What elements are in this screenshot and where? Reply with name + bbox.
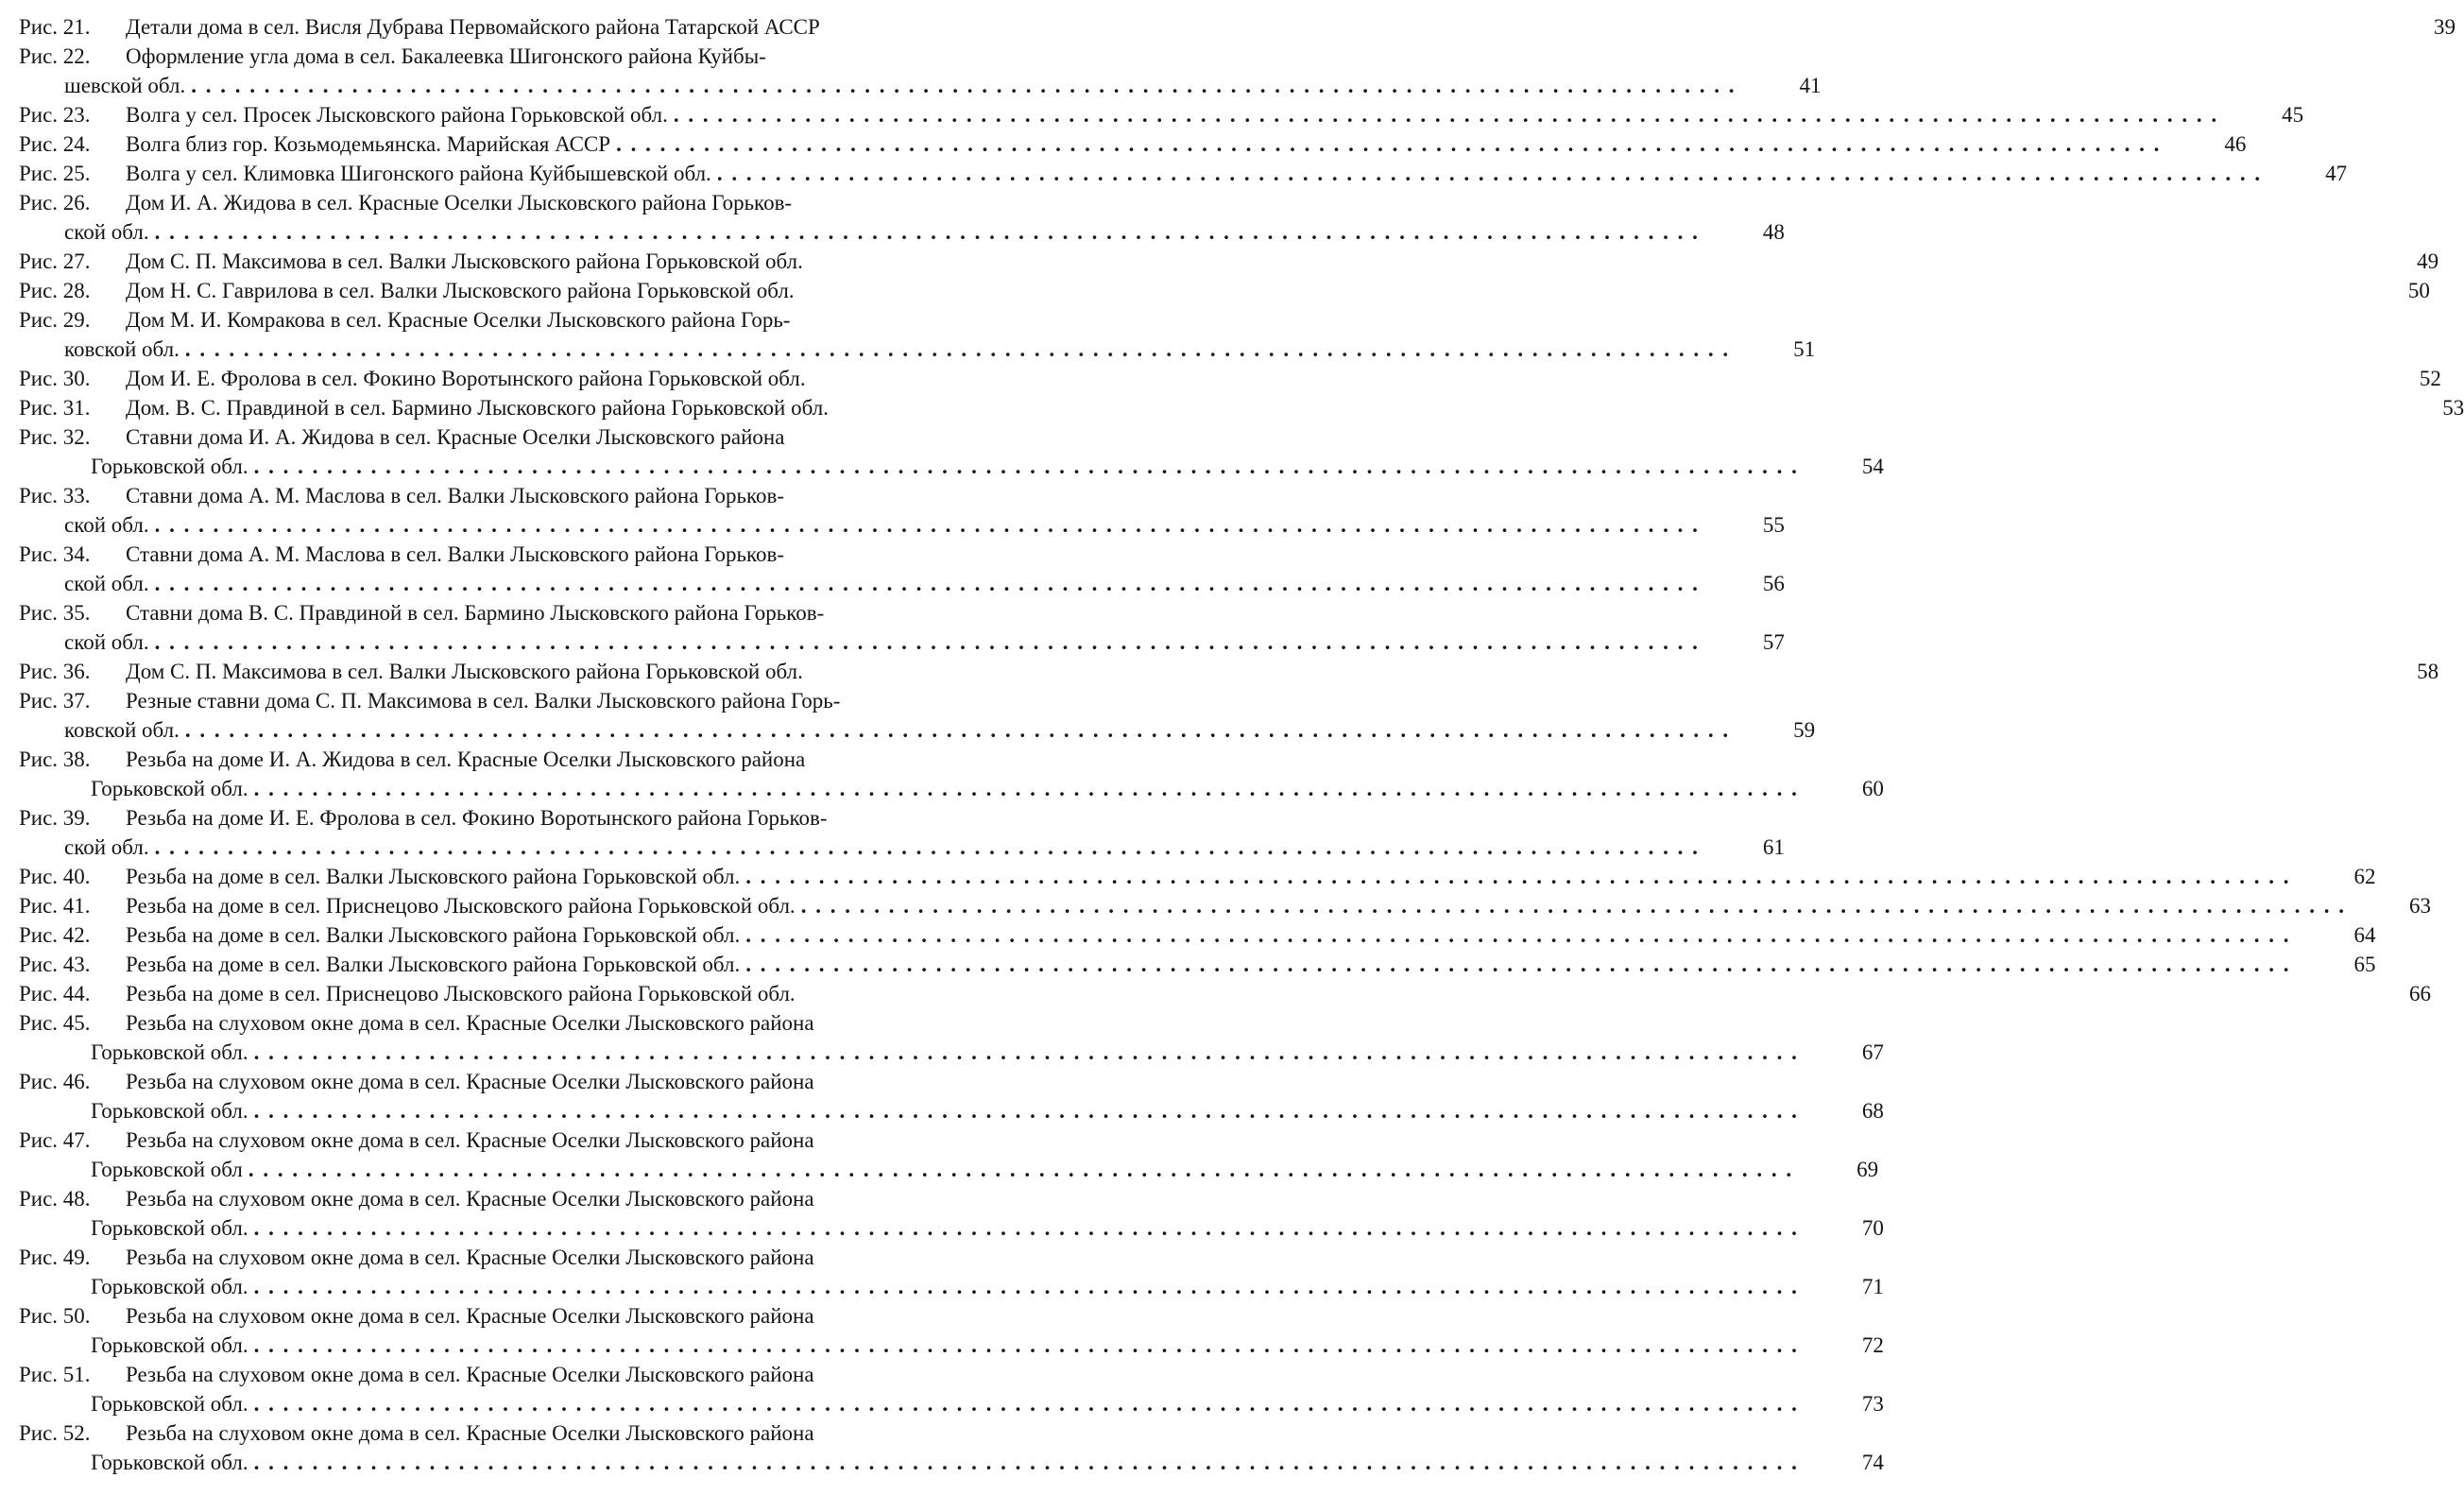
- page-number: 39: [2434, 15, 2456, 39]
- list-item: [19, 657, 2439, 686]
- page-number: 54: [1861, 455, 1884, 478]
- entry-continuation-line: [19, 627, 1785, 657]
- list-item: [19, 950, 2376, 979]
- figure-caption: Резьба на доме в сел. Валки Лысковского района Горьковской обл.: [126, 923, 741, 947]
- entry-line: [19, 1067, 1069, 1096]
- entry-line: [19, 950, 2376, 979]
- entry-line: [19, 540, 1069, 569]
- figure-caption: Резьба на доме в сел. Приснецово Лысковского района Горьковской обл.: [126, 982, 796, 1005]
- list-item: [19, 100, 2304, 129]
- list-item: [19, 1125, 1879, 1184]
- entry-line: [19, 891, 2431, 920]
- figure-caption: Резьба на слуховом окне дома в сел. Красные Оселки Лысковского района: [126, 1246, 814, 1269]
- figure-label: Рис. 23.: [19, 103, 91, 127]
- entry-line: [19, 686, 1069, 715]
- entry-continuation-line: [19, 774, 1884, 803]
- figure-label: Рис. 35.: [19, 601, 91, 625]
- page-number: 74: [1861, 1451, 1884, 1474]
- list-item: [19, 686, 1816, 745]
- figure-caption: Резные ставни дома С. П. Максимова в сел. Валки Лысковского района Горь-: [126, 689, 841, 713]
- figure-caption: Резьба на доме в сел. Валки Лысковского района Горьковской обл.: [126, 865, 741, 888]
- page-number: 53: [2442, 396, 2464, 420]
- entry-continuation-line: [19, 1213, 1884, 1243]
- figure-label: Рис. 48.: [19, 1187, 91, 1211]
- list-item: [19, 159, 2348, 188]
- list-item: [19, 1008, 1884, 1067]
- page-number: 72: [1861, 1333, 1884, 1357]
- entry-continuation-line: [19, 71, 1822, 100]
- page-number: 64: [2353, 923, 2376, 947]
- figure-caption: Волга у сел. Климовка Шигонского района Куйбышевской обл.: [126, 162, 711, 185]
- figure-caption: Ставни дома А. М. Маслова в сел. Валки Лысковского района Горьков-: [126, 542, 784, 566]
- entry-continuation-line: [19, 217, 1785, 247]
- leader-dots: [745, 862, 2290, 891]
- page-number: 60: [1861, 777, 1884, 800]
- figure-label: Рис. 30.: [19, 367, 91, 390]
- list-item: [19, 1360, 1884, 1418]
- entry-continuation-line: [19, 1155, 1879, 1184]
- page-number: 73: [1861, 1392, 1884, 1416]
- figure-label: Рис. 42.: [19, 923, 91, 947]
- leader-dots: [674, 100, 2218, 129]
- entry-line: [19, 276, 2430, 305]
- page-number: 41: [1799, 74, 1822, 97]
- entry-continuation-line: [19, 1272, 1884, 1301]
- entry-continuation-line: [19, 1038, 1884, 1067]
- page-number: 65: [2353, 953, 2376, 976]
- figure-label: Рис. 46.: [19, 1070, 91, 1093]
- entry-line: [19, 129, 2247, 159]
- entry-line: [19, 305, 1069, 335]
- page-number: 48: [1762, 220, 1785, 244]
- figure-caption: Резьба на слуховом окне дома в сел. Красные Оселки Лысковского района: [126, 1304, 814, 1328]
- entry-line: [19, 1243, 1069, 1272]
- entry-continuation-line: [19, 1331, 1884, 1360]
- leader-dots: [155, 627, 1700, 657]
- figure-caption-continued: ской обл.: [64, 630, 149, 654]
- entry-line: [19, 188, 1069, 217]
- figure-caption: Дом И. А. Жидова в сел. Красные Оселки Лысковского района Горьков-: [126, 191, 793, 215]
- page-number: 68: [1861, 1099, 1884, 1123]
- figure-label: Рис. 44.: [19, 982, 91, 1005]
- leader-dots: [801, 891, 2346, 920]
- page-number: 71: [1861, 1275, 1884, 1298]
- list-item: [19, 598, 1785, 657]
- entry-continuation-line: [19, 452, 1884, 481]
- figure-caption: Резьба на доме И. Е. Фролова в сел. Фокино Воротынского района Горьков-: [126, 806, 828, 830]
- figure-caption-continued: Горьковской обл: [91, 1158, 243, 1181]
- page-number: 59: [1793, 718, 1816, 742]
- leader-dots: [254, 1038, 1799, 1067]
- figure-caption: Дом Н. С. Гаврилова в сел. Валки Лысковского района Горьковской обл.: [126, 279, 795, 302]
- figure-caption-continued: ской обл.: [64, 572, 149, 595]
- figure-caption: Дом М. И. Комракова в сел. Красные Оселки Лысковского района Горь-: [126, 308, 791, 332]
- page-number: 47: [2325, 162, 2348, 185]
- entry-line: [19, 1301, 1069, 1331]
- page-number: 57: [1762, 630, 1785, 654]
- page-number: 70: [1861, 1216, 1884, 1240]
- page-number: 46: [2224, 132, 2247, 156]
- list-item: [19, 481, 1785, 540]
- leader-dots: [185, 715, 1730, 745]
- leader-dots: [155, 217, 1700, 247]
- figure-label: Рис. 37.: [19, 689, 91, 713]
- list-item: [19, 276, 2430, 305]
- entry-continuation-line: [19, 715, 1816, 745]
- figure-label: Рис. 52.: [19, 1421, 91, 1445]
- leader-dots: [254, 1096, 1799, 1125]
- figure-list: [19, 12, 2464, 1477]
- figure-caption: Детали дома в сел. Висля Дубрава Первомайского района Татарской АССР: [126, 15, 820, 39]
- figure-label: Рис. 43.: [19, 953, 91, 976]
- figure-caption: Волга у сел. Просек Лысковского района Горьковской обл.: [126, 103, 668, 127]
- entry-line: [19, 481, 1069, 510]
- leader-dots: [248, 1155, 1793, 1184]
- page-number: 49: [2417, 249, 2439, 273]
- entry-line: [19, 393, 2464, 422]
- list-item: [19, 42, 1822, 100]
- leader-dots: [155, 510, 1700, 540]
- figure-label: Рис. 29.: [19, 308, 91, 332]
- figure-label: Рис. 50.: [19, 1304, 91, 1328]
- list-item: [19, 1067, 1884, 1125]
- leader-dots: [254, 452, 1799, 481]
- list-item: [19, 1243, 1884, 1301]
- leader-dots: [155, 569, 1700, 598]
- figure-caption-continued: ской обл.: [64, 220, 149, 244]
- figure-caption: Дом И. Е. Фролова в сел. Фокино Воротынского района Горьковской обл.: [126, 367, 806, 390]
- figure-caption: Ставни дома В. С. Правдиной в сел. Бармино Лысковского района Горьков-: [126, 601, 825, 625]
- entry-line: [19, 1360, 1069, 1389]
- figure-caption-continued: ковской обл.: [64, 718, 180, 742]
- page-number: 50: [2407, 279, 2430, 302]
- figure-caption: Резьба на доме в сел. Валки Лысковского района Горьковской обл.: [126, 953, 741, 976]
- figure-label: Рис. 28.: [19, 279, 91, 302]
- entry-continuation-line: [19, 569, 1785, 598]
- figure-caption-continued: ской обл.: [64, 835, 149, 859]
- figure-caption: Резьба на слуховом окне дома в сел. Красные Оселки Лысковского района: [126, 1070, 814, 1093]
- figure-caption: Дом С. П. Максимова в сел. Валки Лысковского района Горьковской обл.: [126, 660, 803, 683]
- figure-caption: Резьба на слуховом окне дома в сел. Красные Оселки Лысковского района: [126, 1128, 814, 1152]
- entry-line: [19, 862, 2376, 891]
- page-number: 56: [1762, 572, 1785, 595]
- page-number: 52: [2419, 367, 2441, 390]
- leader-dots: [254, 1389, 1799, 1418]
- figure-caption-continued: Горьковской обл.: [91, 1216, 248, 1240]
- page-number: 58: [2417, 660, 2439, 683]
- list-item: [19, 1301, 1884, 1360]
- figure-label: Рис. 36.: [19, 660, 91, 683]
- list-item: [19, 920, 2376, 950]
- figure-caption-continued: Горьковской обл.: [91, 1333, 248, 1357]
- leader-dots: [185, 335, 1730, 364]
- list-item: [19, 129, 2247, 159]
- figure-label: Рис. 25.: [19, 162, 91, 185]
- entry-continuation-line: [19, 1389, 1884, 1418]
- page-number: 61: [1762, 835, 1785, 859]
- page-number: 66: [2408, 982, 2431, 1005]
- figure-caption: Резьба на слуховом окне дома в сел. Красные Оселки Лысковского района: [126, 1363, 814, 1386]
- figure-label: Рис. 38.: [19, 747, 91, 771]
- leader-dots: [191, 71, 1736, 100]
- figure-caption-continued: Горьковской обл.: [91, 1275, 248, 1298]
- entry-line: [19, 745, 1069, 774]
- entry-continuation-line: [19, 833, 1785, 862]
- figure-label: Рис. 31.: [19, 396, 91, 420]
- entry-line: [19, 979, 2431, 1008]
- figure-caption: Резьба на слуховом окне дома в сел. Красные Оселки Лысковского района: [126, 1421, 814, 1445]
- figure-label: Рис. 34.: [19, 542, 91, 566]
- leader-dots: [155, 833, 1700, 862]
- figure-caption-continued: шевской обл.: [64, 74, 186, 97]
- entry-line: [19, 12, 2456, 42]
- figure-label: Рис. 22.: [19, 44, 91, 68]
- leader-dots: [745, 950, 2290, 979]
- leader-dots: [254, 1331, 1799, 1360]
- list-item: [19, 803, 1785, 862]
- figure-caption-continued: ской обл.: [64, 513, 149, 537]
- list-item: [19, 422, 1884, 481]
- figure-caption: Ставни дома И. А. Жидова в сел. Красные Оселки Лысковского района: [126, 425, 785, 449]
- figure-label: Рис. 24.: [19, 132, 91, 156]
- list-item: [19, 891, 2431, 920]
- leader-dots: [717, 159, 2262, 188]
- figure-label: Рис. 47.: [19, 1128, 91, 1152]
- figure-caption: Дом С. П. Максимова в сел. Валки Лысковского района Горьковской обл.: [126, 249, 803, 273]
- entry-line: [19, 598, 1069, 627]
- entry-line: [19, 657, 2439, 686]
- list-item: [19, 364, 2441, 393]
- leader-dots: [616, 129, 2161, 159]
- figure-label: Рис. 33.: [19, 484, 91, 507]
- figure-caption: Резьба на доме И. А. Жидова в сел. Красные Оселки Лысковского района: [126, 747, 806, 771]
- figure-label: Рис. 41.: [19, 894, 91, 918]
- entry-continuation-line: [19, 1448, 1884, 1477]
- entry-continuation-line: [19, 1096, 1884, 1125]
- figure-caption-continued: Горьковской обл.: [91, 777, 248, 800]
- figure-label: Рис. 26.: [19, 191, 91, 215]
- list-item: [19, 745, 1884, 803]
- list-item: [19, 862, 2376, 891]
- entry-line: [19, 159, 2348, 188]
- leader-dots: [254, 1448, 1799, 1477]
- page-number: 69: [1857, 1158, 1879, 1181]
- entry-line: [19, 247, 2439, 276]
- page-number: 67: [1861, 1040, 1884, 1064]
- figure-label: Рис. 27.: [19, 249, 91, 273]
- page-number: 51: [1793, 337, 1816, 361]
- figure-label: Рис. 51.: [19, 1363, 91, 1386]
- entry-line: [19, 1125, 1069, 1155]
- figure-label: Рис. 39.: [19, 806, 91, 830]
- figure-caption: Ставни дома А. М. Маслова в сел. Валки Лысковского района Горьков-: [126, 484, 784, 507]
- page-number: 62: [2353, 865, 2376, 888]
- page-number: 55: [1762, 513, 1785, 537]
- list-item: [19, 1418, 1884, 1477]
- figure-label: Рис. 40.: [19, 865, 91, 888]
- page-number: 63: [2408, 894, 2431, 918]
- figure-caption-continued: Горьковской обл.: [91, 455, 248, 478]
- figure-caption: Резьба на слуховом окне дома в сел. Красные Оселки Лысковского района: [126, 1011, 814, 1035]
- list-item: [19, 188, 1785, 247]
- leader-dots: [254, 774, 1799, 803]
- figure-caption-continued: Горьковской обл.: [91, 1451, 248, 1474]
- figure-label: Рис. 45.: [19, 1011, 91, 1035]
- list-item: [19, 12, 2456, 42]
- leader-dots: [254, 1272, 1799, 1301]
- leader-dots: [745, 920, 2290, 950]
- figure-caption-continued: Горьковской обл.: [91, 1392, 248, 1416]
- figure-caption: Дом. В. С. Правдиной в сел. Бармино Лысковского района Горьковской обл.: [126, 396, 829, 420]
- list-item: [19, 1184, 1884, 1243]
- entry-line: [19, 1008, 1069, 1038]
- figure-caption: Резьба на доме в сел. Приснецово Лысковского района Горьковской обл.: [126, 894, 796, 918]
- entry-line: [19, 1418, 1069, 1448]
- figure-caption-continued: ковской обл.: [64, 337, 180, 361]
- figure-label: Рис. 32.: [19, 425, 91, 449]
- entry-line: [19, 364, 2441, 393]
- entry-continuation-line: [19, 510, 1785, 540]
- list-item: [19, 540, 1785, 598]
- figure-label: Рис. 49.: [19, 1246, 91, 1269]
- entry-line: [19, 1184, 1069, 1213]
- entry-line: [19, 42, 1069, 71]
- figure-caption-continued: Горьковской обл.: [91, 1099, 248, 1123]
- list-item: [19, 305, 1816, 364]
- figure-caption: Оформление угла дома в сел. Бакалеевка Шигонского района Куйбы-: [126, 44, 766, 68]
- figure-caption: Волга близ гор. Козьмодемьянска. Марийская АССР: [126, 132, 611, 156]
- figure-caption: Резьба на слуховом окне дома в сел. Красные Оселки Лысковского района: [126, 1187, 814, 1211]
- entry-line: [19, 422, 1069, 452]
- figure-caption-continued: Горьковской обл.: [91, 1040, 248, 1064]
- entry-line: [19, 100, 2304, 129]
- leader-dots: [254, 1213, 1799, 1243]
- page-number: 45: [2282, 103, 2304, 127]
- list-item: [19, 979, 2431, 1008]
- entry-line: [19, 803, 1069, 833]
- entry-line: [19, 920, 2376, 950]
- list-item: [19, 247, 2439, 276]
- figure-label: Рис. 21.: [19, 15, 91, 39]
- entry-continuation-line: [19, 335, 1816, 364]
- list-item: [19, 393, 2464, 422]
